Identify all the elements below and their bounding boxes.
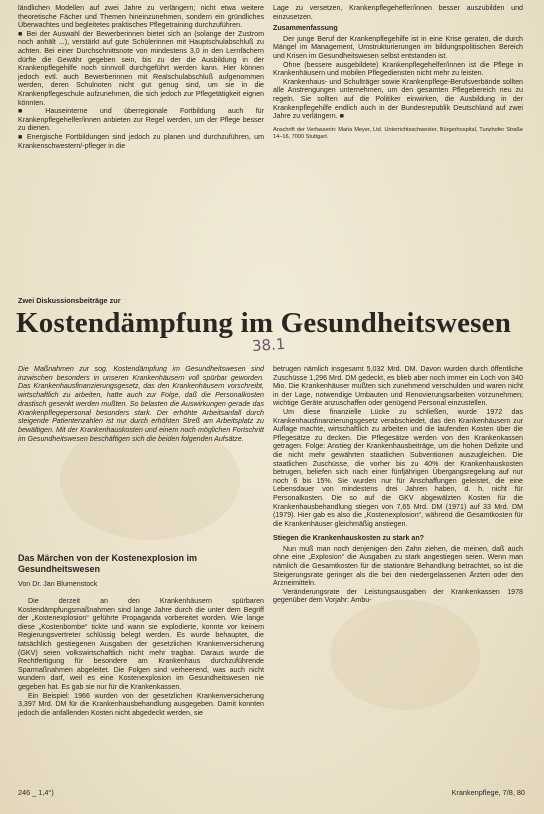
top-left-column: [18, 4, 264, 266]
handwritten-note: 38.1: [251, 334, 286, 356]
journal-reference: Krankenpflege, 7/8, 80: [451, 788, 525, 797]
paragraph: Lage zu versetzen, Krankenpflegehelfer/innen besser auszubilden und einzusetzen.: [273, 4, 523, 21]
paragraph: Die derzeit an den Krankenhäusern spürbaren Kostendämpfungsmaßnahmen sind lange Jahre durch die unter dem Begriff der „Kostenexplosion“ geführte Propaganda vorbereitet worden. Wie lange diese „Kostenbombe“ tickte und wann sie explodierte, konnte vor keinem Regierungsvertreter schlüssig belegt werden. Es wurde behauptet, die tatsächlich gestiegenen Ausgaben der gesetzlichen Krankenversicherung (GKV) seien volkswirtschaftlich nicht mehr tragbar. Daraus wurde die Rechtfertigung für besondere am Krankenhaus durchzuführende Sparmaßnahmen abgeleitet. Die Folgen sind verheerend, was auch nicht wundern darf, weil es eine Kostenexplosion im Gesundheitswesen nie gegeben hat. Es gab sie nur für die Krankenkassen.: [18, 597, 264, 691]
top-right-column: [273, 4, 523, 252]
author-line: Von Dr. Jan Blumenstock: [18, 580, 98, 588]
paragraph: Nun muß man noch denjenigen den Zahn ziehen, die meinen, daß auch ohne eine „Explosion“ die Ausgaben zu stark angestiegen seien. Wenn man nämlich die Gesamtkosten für die stationäre Behandlung betrachtet, so ist die Steigerungsrate geringer als die bei den niedergelassenen Ärzten oder den Arzneimitteln.: [273, 544, 523, 588]
summary-heading: Zusammenfassung: [273, 24, 338, 33]
paragraph: ■ Hauseinterne und überregionale Fortbildung auch für Krankenpflegehelfer/innen anbieten zur Regel werden, um der Pflege besser zu dienen.: [18, 107, 264, 133]
body-left-column: [18, 597, 264, 782]
paragraph: Veränderungsrate der Leistungsausgaben der Krankenkassen 1978 gegenüber dem Vorjahr: Ambu-: [273, 587, 523, 605]
paragraph: Um diese finanzielle Lücke zu schließen, wurde 1972 das Krankenhausfinanzierungsgesetz verabschiedet, das den Krankenhäusern zur Auflage machte, wirtschaftlich zu arbeiten und die laufenden Kosten über die Pflegesätze zu decken. Die Pflegesätze werden von den Krankenkassen getragen. Folge: Anstieg der Krankenhausbeiträge, um die hohen Defizite und die nicht mehr gewährten staatlichen Subventionen auszugleichen. Die staatlichen Zuschüsse, die vorher bis zu 40% der Krankenhauskosten betrugen, beliefen sich nach einer fünfjährigen Übergangsregelung auf nur noch 6 bis 15%. Sie wurden nur für Anschaffungen geleistet, die eine Lebensdauer von mindestens drei Jahren haben, d. h. nicht für Personalkosten. Die so auf die GKV abgewälzten Kosten für die Krankenhausbehandlung stiegen von 7,65 Mrd. DM (1971) auf 33 Mrd. DM (1979). Hier gab es also die „Kostenexplosion“, während die Gesamtkosten für die Krankenhäuser gleichmäßig anstiegen.: [273, 407, 523, 528]
paragraph: ■ Energische Fortbildungen sind jedoch zu planen und durchzuführen, um Krankenschwestern/-pfleger in die: [18, 132, 264, 150]
body-right-column: [273, 365, 523, 783]
paragraph: Ohne (bessere ausgebildete) Krankenpflegehelfer/innen ist die Pflege in Krankenhäusern und mobilen Pflegediensten nicht mehr zu leisten.: [273, 60, 523, 78]
paragraph: [273, 78, 523, 121]
paragraph: ■ Bei der Auswahl der Bewerberinnen bietet sich an (solange der Zustrom noch anhält ...), verstärkt auf gute Schülerinnen mit Hauptschulabschluß zu achten. Bei einer Durchschnittsnote von mindestens 3,0 in den Lernfächern dürfte die Gewähr gegeben sein, bis zu der die Ausbildung in der Krankenpflegehilfe noch sinnvoll durchgeführt werden kann. Hier können jedoch evtl. auch Bewerberinnen mit Realschulabschluß aufgenommen werden, deren Schulnoten nicht gut genug sind, um sie in die Krankenpflegeschule aufzunehmen, die sich jedoch zur Pflegetätigkeit eignen könnten.: [18, 29, 264, 107]
page-number: 246 _ 1,4°): [18, 788, 54, 797]
intro-text: Die Maßnahmen zur sog. Kostendämpfung im Gesundheitswesen sind inzwischen besonders in unseren Krankenhäusern voll spürbar geworden. Das Krankenhausfinanzierungsgesetz, das den Krankenhäusern vorschreibt, wirtschaftlich zu arbeiten, hatte auch zur Folge, daß die Personalkosten drastisch gesenkt werden mußten. So belasten die Auswirkungen gerade das Krankenpflegepersonal besonders stark. Der erhöhte Arbeitsanfall durch steigende Patientenzahlen ist nur durch erhöhten Streß am Arbeitsplatz zu bewältigen. Mit der Krankenhauskosten und einem noch möglichen Fortschritt im Gesundheitswesen beschäftigen sich die beiden folgenden Aufsätze.: [18, 365, 264, 443]
paragraph: ländlichen Modellen auf zwei Jahre zu verlängern; nicht etwa weitere theoretische Fächer und Themen hineinzunehmen, sondern ein gründliches Überwachtes und begleitetes praktisches Pflegetraining durchzuführen.: [18, 4, 264, 30]
author-address: Anschrift der Verfasserin: Maria Meyer, Ltd. Unterrichtsschwester, Bürgerhospital, Tunzhofer Straße 14–16, 7000 Stuttgart.: [273, 126, 523, 140]
paragraph: Der junge Beruf der Krankenpflegehilfe ist in eine Krise geraten, die durch Mängel im Management, Umstrukturierungen im bildungspolitischen Bereich und Krisen im Gesundheitswesen selbst entstanden ist.: [273, 34, 523, 60]
article-title: Das Märchen von der Kostenexplosion im Gesundheitswesen: [18, 553, 198, 574]
paragraph: betrugen nämlich insgesamt 5,032 Mrd. DM. Davon wurden durch öffentliche Zuschüsse 1,296 Mrd. DM gedeckt, es blieb aber noch immer ein Loch von 340 Mio. Die Krankenhäuser mußten sich zunehmend verschulden und waren nicht in der Lage, notwendige Umbauten und Renovierungsarbeiten vorzunehmen; wichtige Geräte anzuschaffen oder genügend Personal einzustellen.: [273, 365, 523, 408]
kicker: Zwei Diskussionsbeiträge zur: [18, 296, 121, 305]
paragraph: Ein Beispiel: 1966 wurden von der gesetzlichen Krankenversicherung 3,397 Mrd. DM für die Krankenhausbehandlung ausgegeben. Damit konnten jedoch die anfallenden Kosten nicht abgedeckt werden, sie: [18, 691, 264, 717]
section-heading: Stiegen die Krankenhauskosten zu stark an?: [273, 534, 424, 543]
end-mark: ■: [339, 112, 344, 121]
headline: Kostendämpfung im Gesundheitswesen: [16, 307, 512, 339]
paragraph-text: Krankenhaus- und Schulträger sowie Krankenpflege-Berufsverbände sollten alle Anstrengungen unternehmen, um den gesamten Pflegebereich neu zu regeln. Sie sollten auf die Politiker einwirken, die Ausbildung in der Krankenpflegehilfe endlich auch in der Bundesrepublik Deutschland auf zwei Jahre zu verlängern.: [273, 77, 523, 121]
